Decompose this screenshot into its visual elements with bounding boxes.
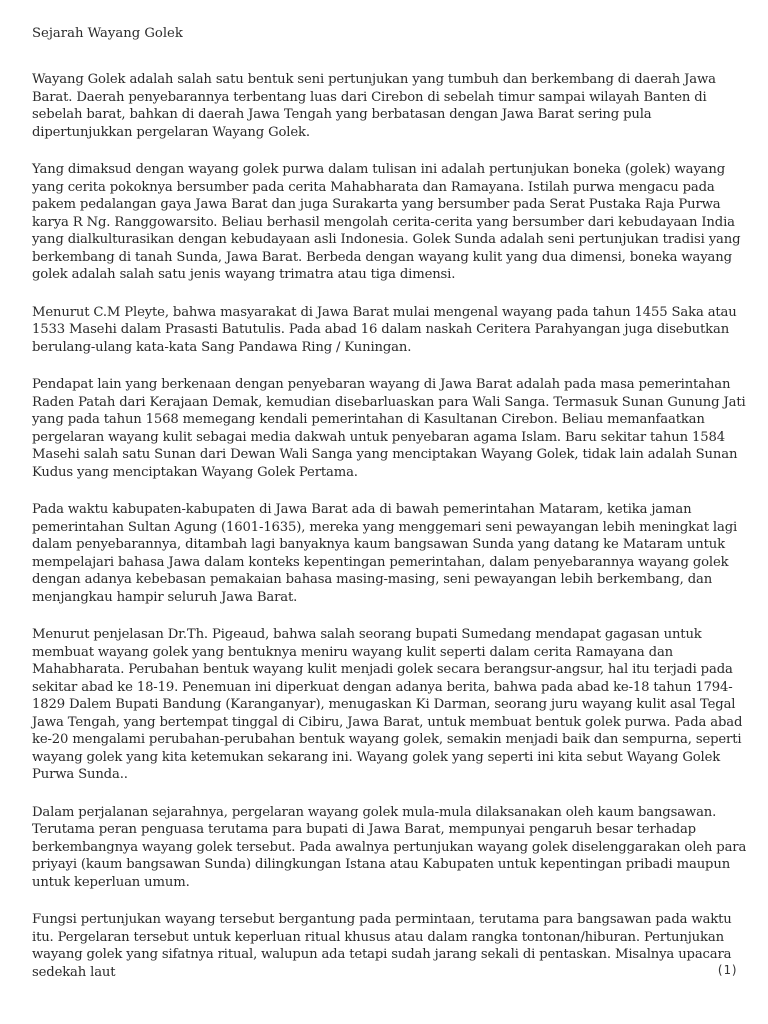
document-title: Sejarah Wayang Golek (32, 26, 183, 41)
paragraph-purwa: Yang dimaksud dengan wayang golek purwa dalam tulisan ini adalah pertunjukan boneka (golek) wayang yang cerita pokoknya bersumber pada cerita Mahabharata dan Ramayana. Istilah purwa mengacu pada pakem pedalangan gaya Jawa Barat dan juga Surakarta yang bersumber pada Serat Pustaka Raja Purwa karya R Ng. Ranggowarsito. Beliau berhasil mengolah cerita-cerita yang bersumber dari kebudayaan India yang dialkulturasikan dengan kebudayaan asli Indonesia. Golek Sunda adalah seni pertunjukan tradisi yang berkembang di tanah Sunda, Jawa Barat. Berbeda dengan wayang kulit yang dua dimensi, boneka wayang golek adalah salah satu jenis wayang trimatra atau tiga dimensi. (32, 162, 741, 282)
document-page (32, 25, 748, 1001)
paragraph-demak: Pendapat lain yang berkenaan dengan penyebaran wayang di Jawa Barat adalah pada masa pemerintahan Raden Patah dari Kerajaan Demak, kemudian disebarluaskan para Wali Sanga. Termasuk Sunan Gunung Jati yang pada tahun 1568 memegang kendali pemerintahan di Kasultanan Cirebon. Beliau memanfaatkan pergelaran wayang kulit sebagai media dakwah untuk penyebaran agama Islam. Baru sekitar tahun 1584 Masehi salah satu Sunan dari Dewan Wali Sanga yang menciptakan Wayang Golek, tidak lain adalah Sunan Kudus yang menciptakan Wayang Golek Pertama. (32, 377, 746, 480)
paragraph-pleyte: Menurut C.M Pleyte, bahwa masyarakat di Jawa Barat mulai mengenal wayang pada tahun 1455 Saka atau 1533 Masehi dalam Prasasti Batutulis. Pada abad 16 dalam naskah Ceritera Parahyangan juga disebutkan berulang-ulang kata-kata Sang Pandawa Ring / Kuningan. (32, 304, 737, 355)
paragraph-mataram: Pada waktu kabupaten-kabupaten di Jawa Barat ada di bawah pemerintahan Mataram, ketika jaman pemerintahan Sultan Agung (1601-1635), mereka yang menggemari seni pewayangan lebih meningkat lagi dalam penyebarannya, ditambah lagi banyaknya kaum bangsawan Sunda yang datang ke Mataram untuk mempelajari bahasa Jawa dalam konteks kepentingan pemerintahan, dalam penyebarannya wayang golek dengan adanya kebebasan pemakaian bahasa masing-masing, seni pewayangan lebih berkembang, dan menjangkau hampir seluruh Jawa Barat. (32, 502, 738, 605)
paragraph-intro: Wayang Golek adalah salah satu bentuk seni pertunjukan yang tumbuh dan berkembang di daerah Jawa Barat. Daerah penyebarannya terbentang luas dari Cirebon di sebelah timur sampai wilayah Banten di sebelah barat, bahkan di daerah Jawa Tengah yang berbatasan dengan Jawa Barat sering pula dipertunjukkan pergelaran Wayang Golek. (32, 72, 716, 140)
paragraph-pigeaud: Menurut penjelasan Dr.Th. Pigeaud, bahwa salah seorang bupati Sumedang mendapat gagasan untuk membuat wayang golek yang bentuknya meniru wayang kulit seperti dalam cerita Ramayana dan Mahabharata. Perubahan bentuk wayang kulit menjadi golek secara berangsur-angsur, hal itu terjadi pada sekitar abad ke 18-19. Penemuan ini diperkuat dengan adanya berita, bahwa pada abad ke-18 tahun 1794-1829 Dalem Bupati Bandung (Karanganyar), menugaskan Ki Darman, seorang juru wayang kulit asal Tegal Jawa Tengah, yang bertempat tinggal di Cibiru, Jawa Barat, untuk membuat bentuk golek purwa. Pada abad ke-20 mengalami perubahan-perubahan bentuk wayang golek, semakin menjadi baik dan sempurna, seperti wayang golek yang kita ketemukan sekarang ini. Wayang golek yang seperti ini kita sebut Wayang Golek Purwa Sunda.. (32, 627, 743, 782)
paragraph-bangsawan: Dalam perjalanan sejarahnya, pergelaran wayang golek mula-mula dilaksanakan oleh kaum bangsawan. Terutama peran penguasa terutama para bupati di Jawa Barat, mempunyai pengaruh besar terhadap berkembangnya wayang golek tersebut. Pada awalnya pertunjukan wayang golek diselenggarakan oleh para priyayi (kaum bangsawan Sunda) dilingkungan Istana atau Kabupaten untuk kepentingan pribadi maupun untuk keperluan umum. (32, 804, 747, 890)
page-number: (1) (716, 963, 738, 977)
paragraph-fungsi: Fungsi pertunjukan wayang tersebut bergantung pada permintaan, terutama para bangsawan pada waktu itu. Pergelaran tersebut untuk keperluan ritual khusus atau dalam rangka tontonan/hiburan. Pertunjukan wayang golek yang sifatnya ritual, walupun ada tetapi sudah jarang sekali di pentaskan. Misalnya upacara sedekah laut (32, 912, 732, 980)
